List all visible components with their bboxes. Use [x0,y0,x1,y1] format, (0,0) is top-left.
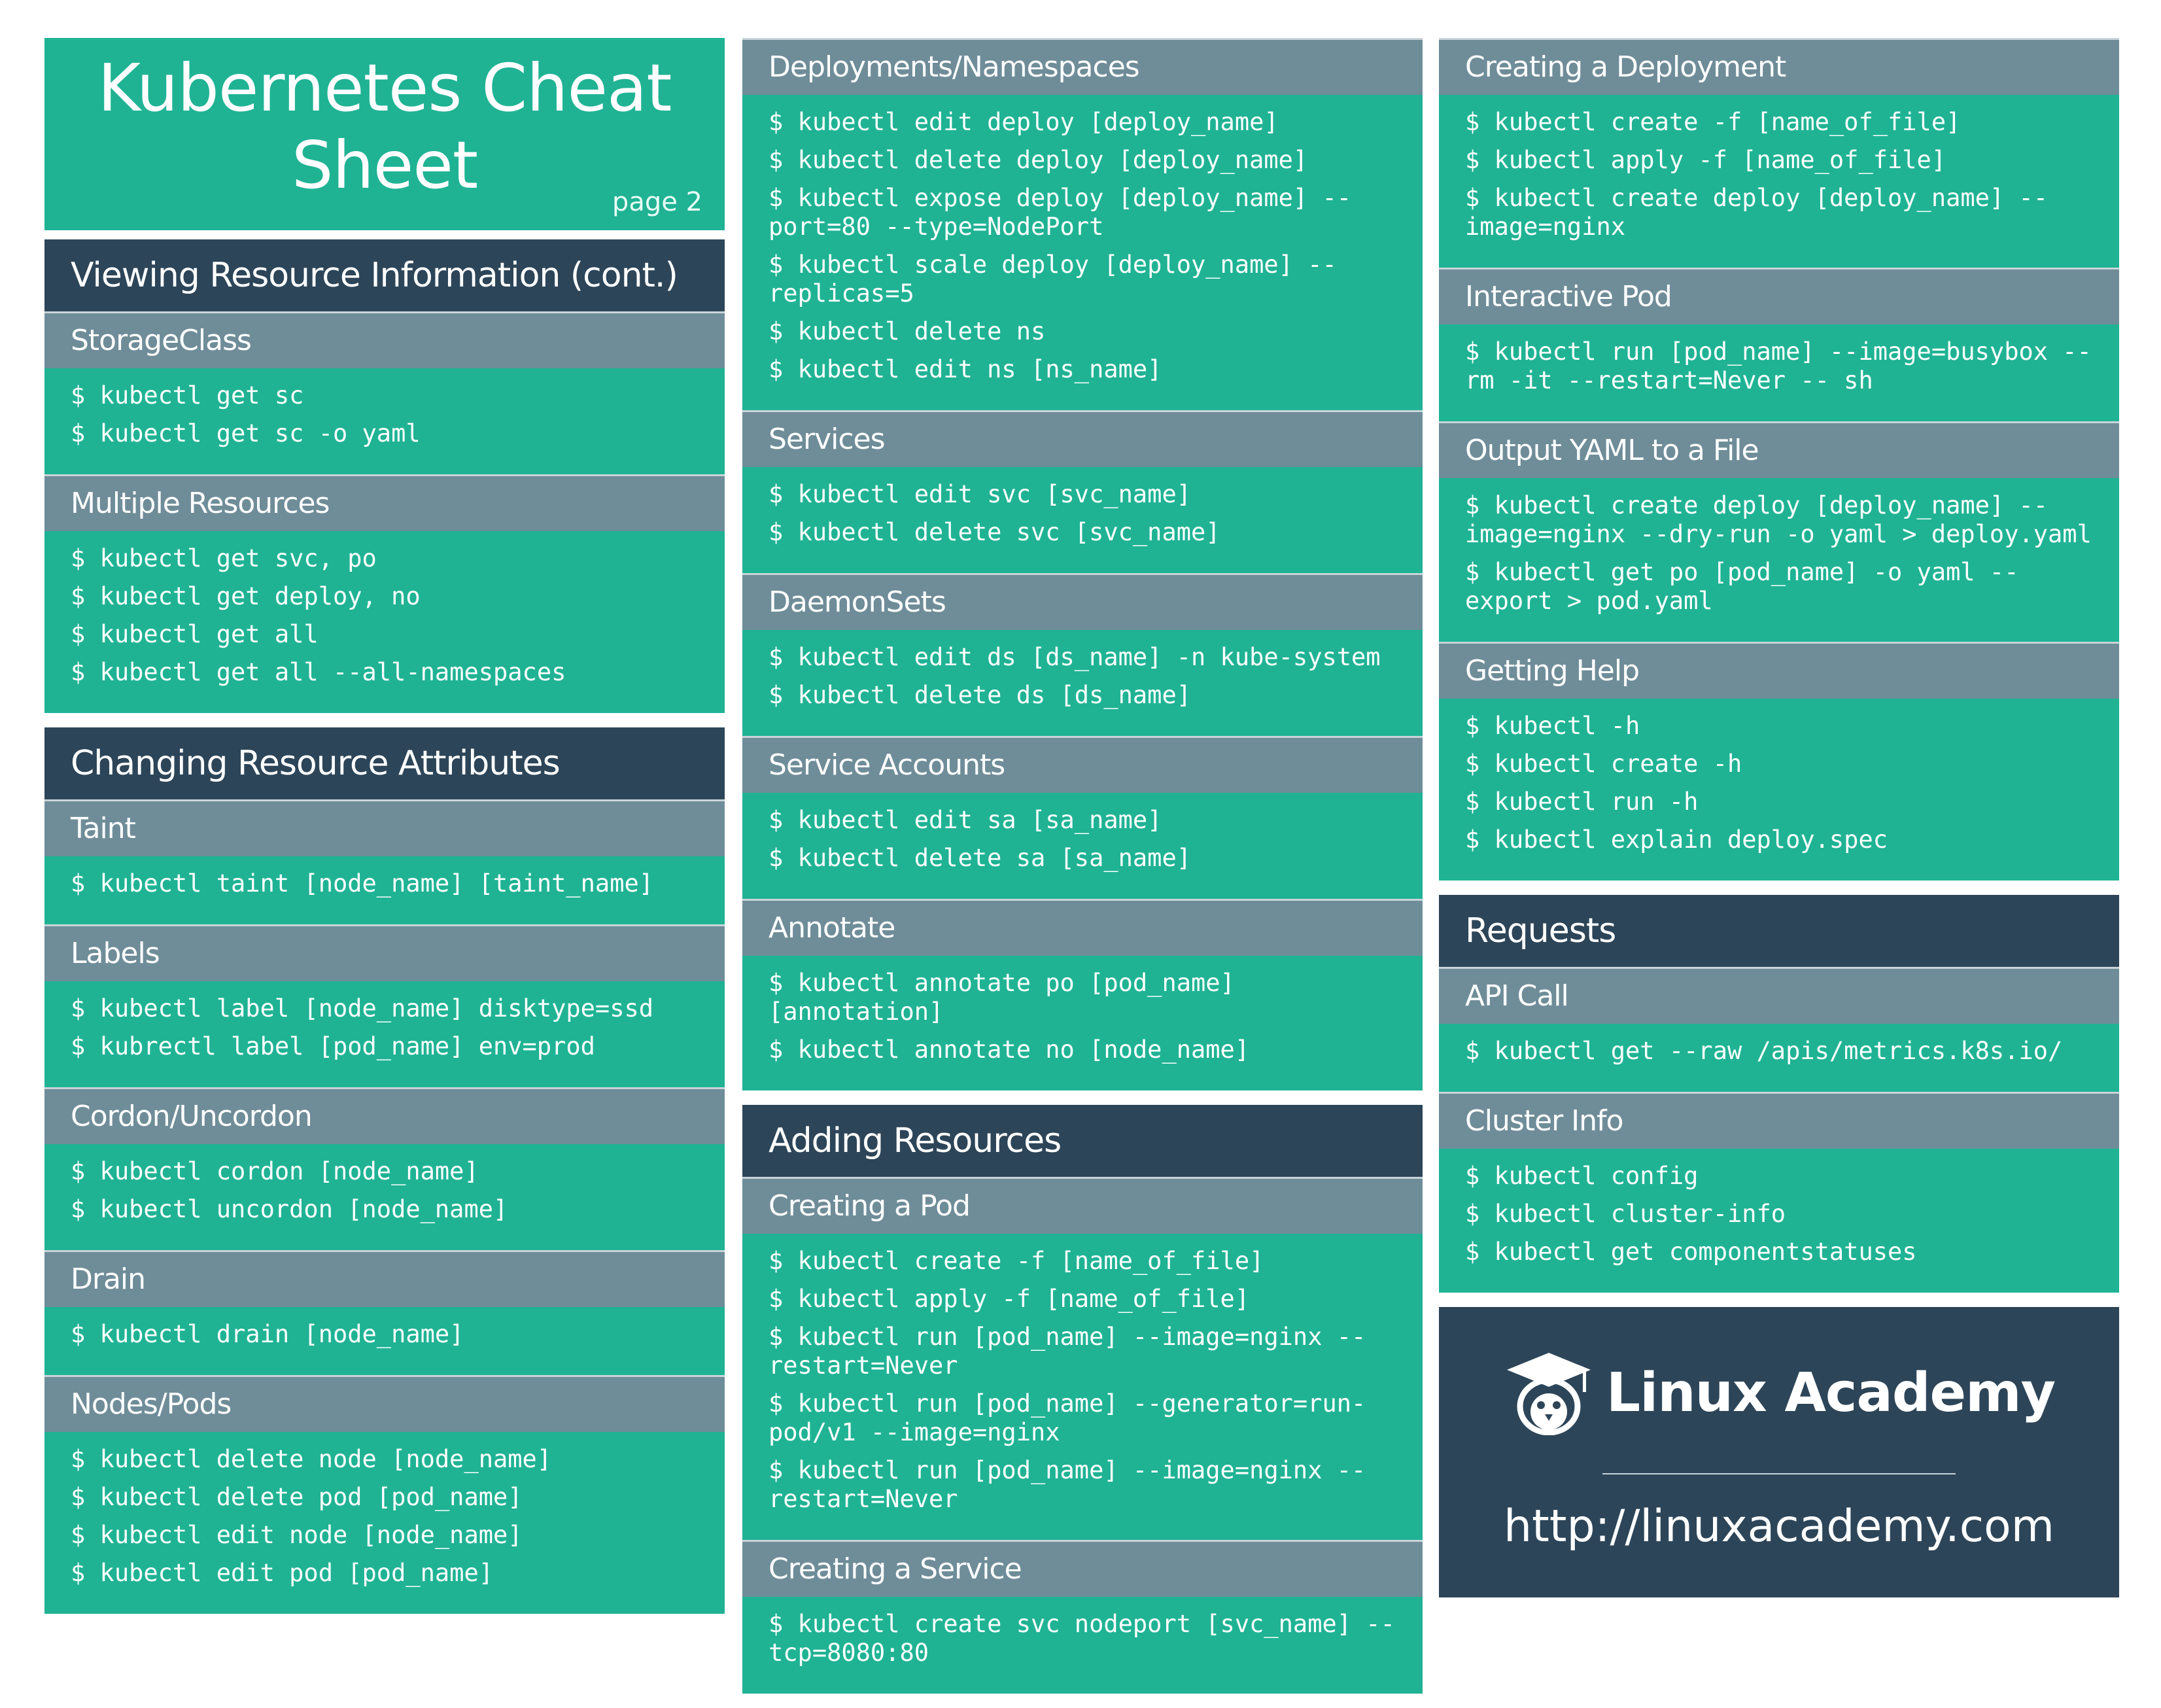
subsection-heading-creating-a-pod: Creating a Pod [742,1177,1423,1234]
command-list [44,1144,725,1250]
section-adding-resources [742,1105,1423,1694]
column-middle [742,38,1423,1708]
command-line: $ kubectl get all [71,620,319,648]
command-line: $ kubectl drain [node_name] [71,1320,464,1348]
command-line: $ kubectl get deploy, no [71,582,421,610]
command-line: $ kubectl label [node_name] disktype=ssd [71,994,654,1022]
command-list [1439,1149,2119,1293]
subsection-heading-cluster-info: Cluster Info [1439,1092,2119,1149]
section-requests [1439,895,2119,1293]
command-line: $ kubectl create deploy [deploy_name] --image=nginx [1465,184,2049,241]
subsection-heading-interactive-pod: Interactive Pod [1439,268,2119,324]
subsection-heading-service-accounts: Service Accounts [742,736,1423,793]
command-line: $ kubectl expose deploy [deploy_name] --port=80 --type=NodePort [769,184,1352,241]
command-line: $ kubectl run [pod_name] --image=nginx --restart=Never [769,1323,1366,1380]
command-line: $ kubectl cordon [node_name] [71,1157,479,1185]
subsection-heading-storageclass: StorageClass [44,311,725,368]
command-line: $ kubectl create -f [name_of_file] [1465,108,1961,136]
command-line: $ kubectl edit svc [svc_name] [769,480,1192,508]
command-line: $ kubectl get svc, po [71,544,377,572]
subsection-heading-taint: Taint [44,799,725,856]
command-line: $ kubectl run [pod_name] --image=busybox --rm -it --restart=Never -- sh [1465,338,2092,394]
brand-logo [1439,1350,2119,1435]
subsection-heading-nodes-pods: Nodes/Pods [44,1375,725,1432]
subsection-heading-getting-help: Getting Help [1439,642,2119,699]
command-line: $ kubectl get sc -o yaml [71,419,421,447]
command-list [1439,324,2119,421]
command-line: $ kubectl create svc nodeport [svc_name] --tcp=8080:80 [769,1610,1395,1667]
command-line: $ kubectl edit node [node_name] [71,1521,523,1549]
column-middle-sections [742,38,1423,1694]
command-line: $ kubectl delete svc [svc_name] [769,518,1220,546]
section-heading: Requests [1439,895,2119,967]
penguin-graduation-cap-icon [1503,1350,1595,1435]
command-line: $ kubectl run [pod_name] --generator=run-pod/v1 --image=nginx [769,1389,1366,1446]
command-line: $ kubectl annotate no [node_name] [769,1036,1250,1064]
command-list [742,956,1423,1090]
subsection-heading-creating-a-service: Creating a Service [742,1540,1423,1597]
command-line: $ kubectl scale deploy [deploy_name] --replicas=5 [769,251,1337,307]
command-line: $ kubectl edit ds [ds_name] -n kube-system [769,643,1381,671]
command-list [1439,1024,2119,1092]
command-line: $ kubectl explain deploy.spec [1465,826,1888,854]
section-heading: Changing Resource Attributes [44,727,725,799]
command-list [742,793,1423,899]
subsection-heading-creating-a-deployment: Creating a Deployment [1439,38,2119,95]
title-banner [44,38,725,230]
command-line: $ kubectl cluster-info [1465,1200,1786,1228]
command-line: $ kubectl uncordon [node_name] [71,1195,508,1223]
section-heading: Viewing Resource Information (cont.) [44,239,725,311]
subsection-heading-services: Services [742,410,1423,467]
command-list [742,1234,1423,1540]
subsection-heading-api-call: API Call [1439,967,2119,1024]
section-heading: Adding Resources [742,1105,1423,1177]
subsection-heading-multiple-resources: Multiple Resources [44,474,725,531]
brand-footer [1439,1307,2119,1597]
command-list [44,856,725,924]
command-line: $ kubectl -h [1465,712,1640,740]
title-line-2: Sheet [291,127,478,203]
subsection-heading-daemonsets: DaemonSets [742,573,1423,630]
command-line: $ kubectl apply -f [name_of_file] [769,1285,1250,1313]
section-viewing-resource-information-cont [44,239,725,713]
subsection-heading-annotate: Annotate [742,899,1423,956]
command-line: $ kubectl get componentstatuses [1465,1238,1917,1266]
command-list [742,1597,1423,1694]
command-line: $ kubectl run [pod_name] --image=nginx --restart=Never [769,1456,1366,1513]
command-list [44,531,725,713]
command-line: $ kubectl config [1465,1162,1699,1190]
brand-url[interactable]: http://linuxacademy.com [1504,1501,2054,1552]
subsection-heading-output-yaml-to-a-file: Output YAML to a File [1439,421,2119,478]
command-list [1439,699,2119,880]
column-right [1439,38,2119,1597]
command-list [44,368,725,474]
command-line: $ kubectl annotate po [pod_name] [annotation] [769,969,1250,1026]
command-list [44,1432,725,1614]
command-list [1439,95,2119,268]
command-line: $ kubectl run -h [1465,788,1699,816]
command-line: $ kubrectl label [pod_name] env=prod [71,1032,595,1060]
command-line: $ kubectl taint [node_name] [taint_name] [71,869,654,898]
command-line: $ kubectl create -h [1465,750,1742,778]
command-line: $ kubectl delete node [node_name] [71,1445,552,1473]
subsection-heading-drain: Drain [44,1250,725,1307]
subsection-heading-labels: Labels [44,924,725,981]
section-col3-0 [1439,38,2119,880]
command-line: $ kubectl create -f [name_of_file] [769,1247,1264,1275]
command-line: $ kubectl delete sa [sa_name] [769,844,1192,872]
command-line: $ kubectl get all --all-namespaces [71,658,566,686]
command-line: $ kubectl edit sa [sa_name] [769,806,1162,834]
command-list [1439,478,2119,642]
command-line: $ kubectl delete ds [ds_name] [769,681,1192,709]
command-line: $ kubectl edit pod [pod_name] [71,1559,494,1587]
command-list [44,1307,725,1375]
section-changing-resource-attributes [44,727,725,1614]
command-line: $ kubectl create deploy [deploy_name] --image=nginx --dry-run -o yaml > deploy.yaml [1465,491,2092,548]
command-line: $ kubectl delete deploy [deploy_name] [769,146,1308,174]
title-line-1: Kubernetes Cheat [97,50,672,126]
command-list [742,467,1423,573]
command-list [742,630,1423,736]
command-line: $ kubectl get --raw /apis/metrics.k8s.io/ [1465,1037,2063,1065]
brand-name: Linux Academy [1606,1361,2056,1424]
command-line: $ kubectl delete pod [pod_name] [71,1483,523,1511]
command-line: $ kubectl edit ns [ns_name] [769,355,1162,383]
command-line: $ kubectl get po [pod_name] -o yaml --export > pod.yaml [1465,558,2019,615]
command-line: $ kubectl apply -f [name_of_file] [1465,146,1946,174]
command-line: $ kubectl delete ns [769,317,1046,345]
column-left-sections [44,239,725,1614]
command-list [44,981,725,1087]
page-title [44,50,725,204]
column-left [44,38,725,1628]
page-number: page 2 [612,187,702,217]
command-line: $ kubectl edit deploy [deploy_name] [769,108,1279,136]
section-col2-0 [742,38,1423,1090]
column-right-sections [1439,38,2119,1293]
command-list [742,95,1423,410]
subsection-heading-deployments-namespaces: Deployments/Namespaces [742,38,1423,95]
brand-divider [1602,1473,1956,1474]
subsection-heading-cordon-uncordon: Cordon/Uncordon [44,1087,725,1144]
command-line: $ kubectl get sc [71,381,304,410]
